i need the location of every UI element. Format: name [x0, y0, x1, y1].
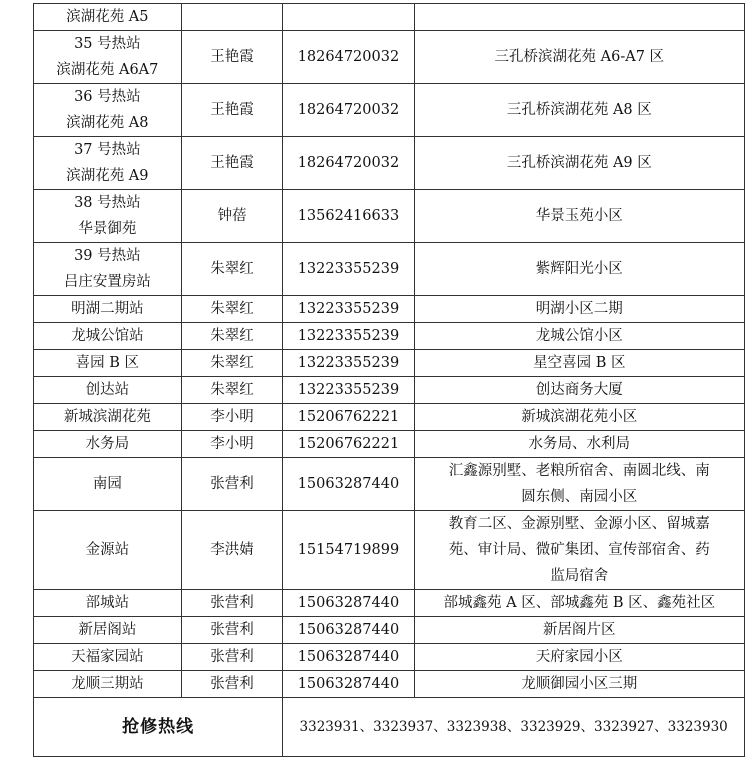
- table-row: [34, 590, 745, 617]
- contact-person-cell: 朱翠红: [181, 243, 283, 296]
- service-area-cell-line: 水务局、水利局: [528, 436, 631, 452]
- station-name-cell-line: 喜园 B 区: [75, 355, 140, 371]
- service-area-cell-line: 教育二区、金源别墅、金源小区、留城嘉: [448, 516, 710, 532]
- contact-person-cell: 张营利: [181, 458, 283, 511]
- station-name-cell-line: 滨湖花苑 A5: [66, 9, 149, 25]
- contact-person-cell: 朱翠红: [181, 323, 283, 350]
- service-area-cell: [414, 511, 744, 590]
- station-name-cell: [34, 511, 182, 590]
- station-name-cell-line: 吕庄安置房站: [63, 274, 151, 290]
- station-name-cell: [34, 137, 182, 190]
- phone-cell: 13562416633: [283, 190, 414, 243]
- station-name-cell: [34, 323, 182, 350]
- phone-cell: 15063287440: [283, 671, 414, 698]
- table-row: [34, 671, 745, 698]
- table-row: [34, 31, 745, 84]
- service-area-cell-line: 三孔桥滨湖花苑 A9 区: [506, 155, 652, 171]
- service-area-cell: [414, 404, 744, 431]
- table-row: [34, 4, 745, 31]
- station-name-cell-line: 创达站: [85, 382, 130, 398]
- station-name-cell-line: 滨湖花苑 A8: [66, 115, 149, 131]
- phone-cell: 13223355239: [283, 323, 414, 350]
- service-area-cell: [414, 4, 744, 31]
- table-row: [34, 84, 745, 137]
- table-row: [34, 137, 745, 190]
- service-area-cell-line: 创达商务大厦: [535, 382, 623, 398]
- station-name-cell-line: 华景御苑: [78, 221, 137, 237]
- contact-person-cell: 张营利: [181, 644, 283, 671]
- phone-cell: 15206762221: [283, 404, 414, 431]
- service-area-cell: [414, 350, 744, 377]
- service-area-cell: [414, 671, 744, 698]
- station-name-cell-line: 龙城公馆站: [71, 328, 144, 344]
- service-area-cell: [414, 458, 744, 511]
- station-name-cell: [34, 296, 182, 323]
- station-name-cell: [34, 4, 182, 31]
- contact-person-cell: 王艳霞: [181, 137, 283, 190]
- service-area-cell-line: 苑、审计局、微矿集团、宣传部宿舍、药: [448, 542, 710, 558]
- service-area-cell: [414, 84, 744, 137]
- table-row: [34, 296, 745, 323]
- service-area-cell-line: 三孔桥滨湖花苑 A6-A7 区: [494, 49, 665, 65]
- station-name-cell-line: 部城站: [85, 595, 130, 611]
- contact-person-cell: 钟蓓: [181, 190, 283, 243]
- station-name-cell: [34, 350, 182, 377]
- phone-cell: 15063287440: [283, 617, 414, 644]
- table-row: [34, 323, 745, 350]
- station-name-cell-line: 新居阁站: [78, 622, 137, 638]
- table-row: [34, 617, 745, 644]
- phone-cell: 15063287440: [283, 458, 414, 511]
- service-area-cell: [414, 137, 744, 190]
- service-area-cell-line: 监局宿舍: [550, 568, 609, 584]
- phone-cell: 15206762221: [283, 431, 414, 458]
- station-name-cell-line: 新城滨湖花苑: [63, 409, 151, 425]
- station-name-cell: [34, 243, 182, 296]
- service-area-cell-line: 三孔桥滨湖花苑 A8 区: [506, 102, 652, 118]
- station-name-cell-line: 39 号热站: [74, 248, 141, 264]
- station-name-cell-line: 35 号热站: [74, 36, 141, 52]
- contact-person-cell: 李小明: [181, 431, 283, 458]
- station-name-cell-line: 36 号热站: [74, 89, 141, 105]
- service-area-cell: [414, 617, 744, 644]
- service-area-cell-line: 星空喜园 B 区: [533, 355, 626, 371]
- contact-person-cell: 朱翠红: [181, 350, 283, 377]
- phone-cell: 15154719899: [283, 511, 414, 590]
- service-area-cell: [414, 644, 744, 671]
- table-row: [34, 377, 745, 404]
- table-row: [34, 644, 745, 671]
- station-name-cell-line: 天福家园站: [71, 649, 144, 665]
- service-area-cell-line: 部城鑫苑 A 区、部城鑫苑 B 区、鑫苑社区: [443, 595, 716, 611]
- station-name-cell: [34, 377, 182, 404]
- station-name-cell: [34, 644, 182, 671]
- phone-cell: 18264720032: [283, 137, 414, 190]
- station-name-cell-line: 金源站: [85, 542, 130, 558]
- station-name-cell: [34, 404, 182, 431]
- phone-cell: [283, 4, 414, 31]
- station-name-cell: [34, 458, 182, 511]
- station-name-cell: [34, 84, 182, 137]
- phone-cell: 13223355239: [283, 377, 414, 404]
- contact-person-cell: 李小明: [181, 404, 283, 431]
- station-name-cell-line: 38 号热站: [74, 195, 141, 211]
- service-area-cell-line: 龙顺御园小区三期: [521, 676, 638, 692]
- table-row: [34, 190, 745, 243]
- contact-person-cell: 朱翠红: [181, 377, 283, 404]
- service-area-cell: [414, 590, 744, 617]
- station-name-cell-line: 37 号热站: [74, 142, 141, 158]
- contact-person-cell: 李洪婧: [181, 511, 283, 590]
- table-row: [34, 243, 745, 296]
- contact-person-cell: 王艳霞: [181, 31, 283, 84]
- service-area-cell-line: 明湖小区二期: [535, 301, 623, 317]
- service-area-cell: [414, 243, 744, 296]
- table-body: [34, 4, 745, 698]
- station-name-cell: [34, 190, 182, 243]
- contact-person-cell: [181, 4, 283, 31]
- station-name-cell: [34, 671, 182, 698]
- table-row: [34, 458, 745, 511]
- service-area-cell-line: 新城滨湖花苑小区: [521, 409, 638, 425]
- service-area-cell-line: 紫辉阳光小区: [535, 261, 623, 277]
- table-row: [34, 350, 745, 377]
- station-name-cell-line: 明湖二期站: [71, 301, 144, 317]
- table-row: [34, 404, 745, 431]
- station-name-cell: [34, 31, 182, 84]
- service-area-cell-line: 圆东侧、南园小区: [521, 489, 638, 505]
- phone-cell: 18264720032: [283, 84, 414, 137]
- service-area-cell-line: 汇鑫源别墅、老粮所宿舍、南圆北线、南: [448, 463, 710, 479]
- phone-cell: 15063287440: [283, 644, 414, 671]
- service-area-cell-line: 龙城公馆小区: [535, 328, 623, 344]
- service-area-cell: [414, 323, 744, 350]
- station-name-cell-line: 滨湖花苑 A6A7: [56, 62, 159, 78]
- service-area-cell-line: 天府家园小区: [535, 649, 623, 665]
- contact-person-cell: 张营利: [181, 590, 283, 617]
- table-row: [34, 511, 745, 590]
- hotline-row: [34, 698, 745, 757]
- contact-person-cell: 张营利: [181, 671, 283, 698]
- service-area-cell-line: 华景玉苑小区: [535, 208, 623, 224]
- station-name-cell: [34, 431, 182, 458]
- table-row: [34, 431, 745, 458]
- hotline-numbers: 3323931、3323937、3323938、3323929、3323927、3323930: [283, 698, 745, 757]
- contact-person-cell: 张营利: [181, 617, 283, 644]
- station-name-cell-line: 水务局: [85, 436, 130, 452]
- service-area-cell: [414, 377, 744, 404]
- service-area-cell: [414, 431, 744, 458]
- contact-table: [33, 3, 745, 757]
- station-name-cell-line: 南园: [92, 476, 122, 492]
- phone-cell: 15063287440: [283, 590, 414, 617]
- station-name-cell: [34, 617, 182, 644]
- service-area-cell: [414, 296, 744, 323]
- service-area-cell: [414, 190, 744, 243]
- phone-cell: 13223355239: [283, 243, 414, 296]
- phone-cell: 13223355239: [283, 350, 414, 377]
- contact-person-cell: 王艳霞: [181, 84, 283, 137]
- station-name-cell: [34, 590, 182, 617]
- service-area-cell-line: 新居阁片区: [543, 622, 616, 638]
- hotline-label: 抢修热线: [34, 698, 283, 757]
- contact-person-cell: 朱翠红: [181, 296, 283, 323]
- station-name-cell-line: 龙顺三期站: [71, 676, 144, 692]
- service-area-cell: [414, 31, 744, 84]
- phone-cell: 18264720032: [283, 31, 414, 84]
- station-name-cell-line: 滨湖花苑 A9: [66, 168, 149, 184]
- phone-cell: 13223355239: [283, 296, 414, 323]
